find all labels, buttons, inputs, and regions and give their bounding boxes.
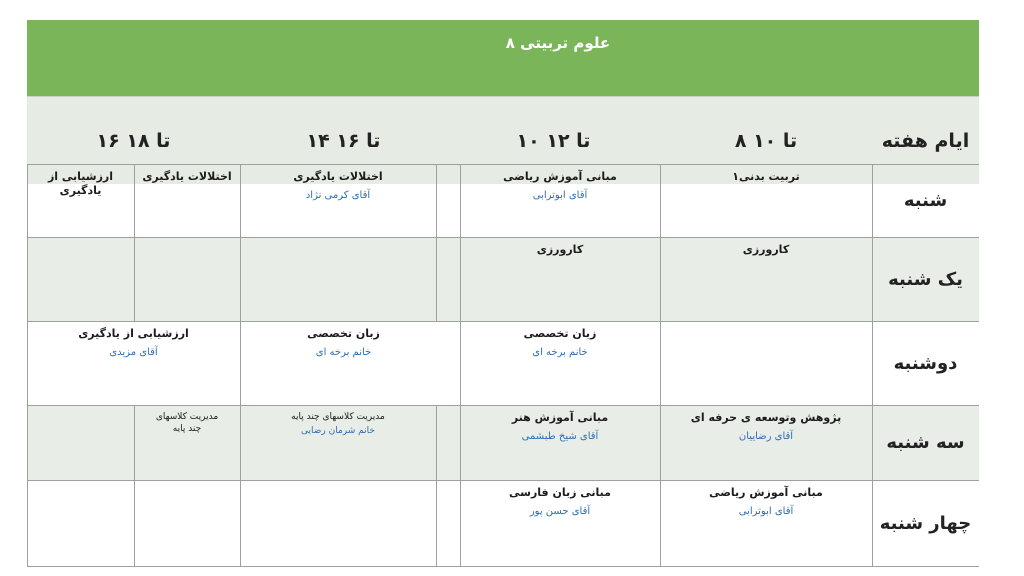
day-label-shanbe: شنبه [903,190,948,211]
day-label-seshanbe: سه شنبه [886,432,965,453]
table-title-bar [27,20,979,96]
course-name: مبانی آموزش ریاضی [503,170,617,183]
grid-line [872,164,873,567]
course-name: مدیریت کلاسهای چند پایه [155,412,219,434]
course-name: اختلالات یادگیری [293,170,383,183]
schedule-table [27,20,979,568]
cell-chaharshanbe-10-12 [460,480,660,518]
cell-seshanbe-8-10 [660,405,872,443]
grid-line [436,405,437,567]
cell-shanbe-8-10 [660,164,872,184]
cell-doshanbe-14-16 [240,321,447,359]
table-title: علوم تربیتی ۸ [505,34,611,52]
course-name: مبانی زبان فارسی [509,486,611,499]
cell-chaharshanbe-8-10 [660,480,872,518]
grid-line [134,164,135,321]
slot-header-10-12: ۱۰ تا ۱۲ [516,130,591,152]
day-label-doshanbe: دوشنبه [893,352,958,374]
course-name: کارورزی [742,243,790,256]
grid-line [660,164,661,567]
teacher-name: خانم برخه ای [315,347,372,358]
slot-header-16-18: ۱۶ تا ۱۸ [96,130,171,152]
teacher-name: آقای ابوترابی [532,190,588,201]
teacher-name: آقای ابوترابی [738,506,794,517]
teacher-name: آقای رضاییان [738,431,794,442]
course-name: ارزشیابی از یادگیری [47,170,114,197]
cell-doshanbe-16-18 [27,321,240,359]
slot-header-8-10: ۸ تا ۱۰ [734,130,798,152]
cell-shanbe-14-16 [240,164,436,202]
course-name: تربیت بدنی۱ [732,170,800,183]
grid-line [134,405,135,567]
cell-doshanbe-10-12 [460,321,660,359]
grid-line [436,164,437,321]
teacher-name: آقای مزیدی [109,347,158,358]
grid-line [460,164,461,567]
course-name: اختلالات یادگیری [142,170,232,183]
grid-line [240,164,241,567]
teacher-name: آقای حسن پور [529,506,591,517]
cell-shanbe-10-12 [460,164,660,202]
course-name: ارزشیابی از یادگیری [78,327,189,340]
course-name: کارورزی [536,243,584,256]
teacher-name: آقای کرمی نژاد [305,190,371,201]
course-name: زبان تخصصی [307,327,380,340]
course-name: پژوهش وتوسعه ی حرفه ای [690,411,842,424]
day-label-chaharshanbe: چهار شنبه [879,512,972,534]
cell-seshanbe-16-18 [134,405,240,435]
cell-yekshanbe-8-10 [660,237,872,257]
cell-yekshanbe-10-12 [460,237,660,257]
teacher-name: خانم شرمان رضایی [301,426,375,436]
grid-line [27,164,28,567]
course-name: مبانی آموزش هنر [511,411,609,424]
cell-seshanbe-10-12 [460,405,660,443]
cell-seshanbe-14-16 [240,405,436,438]
course-name: مدیریت کلاسهای چند پایه [291,412,385,422]
cell-shanbe-16-18-a [134,164,240,184]
teacher-name: خانم برخه ای [532,347,588,358]
course-name: مبانی آموزش ریاضی [709,486,823,499]
teacher-name: آقای شیخ طبشمی [521,431,599,442]
table-bottom-border [27,566,979,567]
cell-shanbe-16-18-b [27,164,134,198]
day-label-yekshanbe: یک شنبه [888,268,963,290]
days-column-header: ایام هفته [881,130,970,152]
slot-header-14-16: ۱۴ تا ۱۶ [306,130,381,152]
course-name: زبان تخصصی [523,327,597,340]
